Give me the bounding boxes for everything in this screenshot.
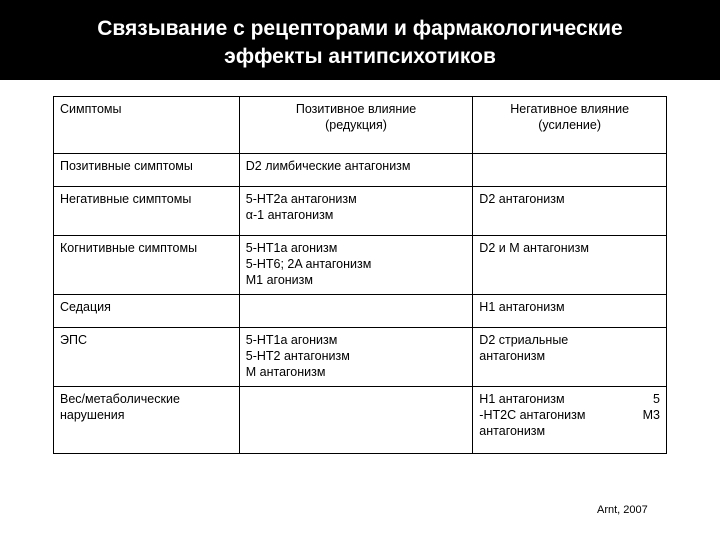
positive-line: 5-HT1a агонизм — [245, 241, 338, 255]
page-title-line-2: эффекты антипсихотиков — [224, 45, 496, 68]
table-row — [54, 295, 667, 328]
negative-line: D2 антагонизм — [479, 192, 565, 206]
table-row — [54, 328, 667, 387]
negative-cell — [473, 187, 667, 236]
table-row — [54, 236, 667, 295]
positive-line: D2 лимбические антагонизм — [245, 159, 411, 173]
positive-cell — [239, 295, 473, 328]
receptor-effects-table — [53, 96, 667, 454]
positive-cell — [239, 154, 473, 187]
positive-line: 5-HT1a агонизм — [245, 333, 338, 347]
negative-cell — [473, 295, 667, 328]
negative-line: антагонизм — [479, 424, 546, 438]
positive-cell — [239, 236, 473, 295]
page-title-line-1: Связывание с рецепторами и фармакологические — [97, 17, 623, 40]
symptom-cell: Позитивные симптомы — [54, 154, 240, 187]
negative-line-right: M3 — [642, 408, 660, 422]
negative-line-right: 5 — [653, 392, 660, 406]
positive-cell — [239, 187, 473, 236]
header-negative-line-2: (усиление) — [538, 118, 602, 132]
negative-line: антагонизм — [479, 349, 546, 363]
negative-line: -HT2C антагонизм — [479, 408, 586, 422]
header-positive-line-1: Позитивное влияние — [295, 102, 417, 116]
symptom-cell: ЭПС — [54, 328, 240, 387]
negative-line: H1 антагонизм — [479, 300, 565, 314]
symptom-cell — [54, 387, 240, 454]
positive-line: 5-HT2a антагонизм — [245, 192, 357, 206]
positive-line: M1 агонизм — [245, 273, 313, 287]
table-row — [54, 387, 667, 454]
negative-cell — [473, 387, 667, 454]
positive-line: М антагонизм — [245, 365, 326, 379]
negative-cell — [473, 328, 667, 387]
header-symptoms: Симптомы — [54, 97, 240, 154]
negative-line-group — [479, 391, 660, 407]
header-positive-effect — [239, 97, 473, 154]
table-row — [54, 187, 667, 236]
positive-cell — [239, 328, 473, 387]
header-negative-effect — [473, 97, 667, 154]
symptom-cell: Седация — [54, 295, 240, 328]
symptom-line: нарушения — [60, 408, 125, 422]
negative-line: D2 стриальные — [479, 333, 569, 347]
header-positive-line-2: (редукция) — [325, 118, 387, 132]
positive-line: 5-HT6; 2A антагонизм — [245, 257, 372, 271]
table-row — [54, 154, 667, 187]
positive-line: α-1 антагонизм — [245, 208, 334, 222]
negative-cell — [473, 154, 667, 187]
negative-cell — [473, 236, 667, 295]
symptom-line: Вес/метаболические — [60, 392, 180, 406]
header-negative-line-1: Негативное влияние — [510, 102, 630, 116]
negative-line: D2 и М антагонизм — [479, 241, 589, 255]
citation: Arnt, 2007 — [597, 504, 648, 516]
symptom-cell: Когнитивные симптомы — [54, 236, 240, 295]
title-bar — [0, 0, 720, 80]
positive-line: 5-HT2 антагонизм — [245, 349, 350, 363]
table-header-row — [54, 97, 667, 154]
positive-cell — [239, 387, 473, 454]
negative-line-group — [479, 407, 660, 423]
symptom-cell: Негативные симптомы — [54, 187, 240, 236]
negative-line: H1 антагонизм — [479, 392, 565, 406]
